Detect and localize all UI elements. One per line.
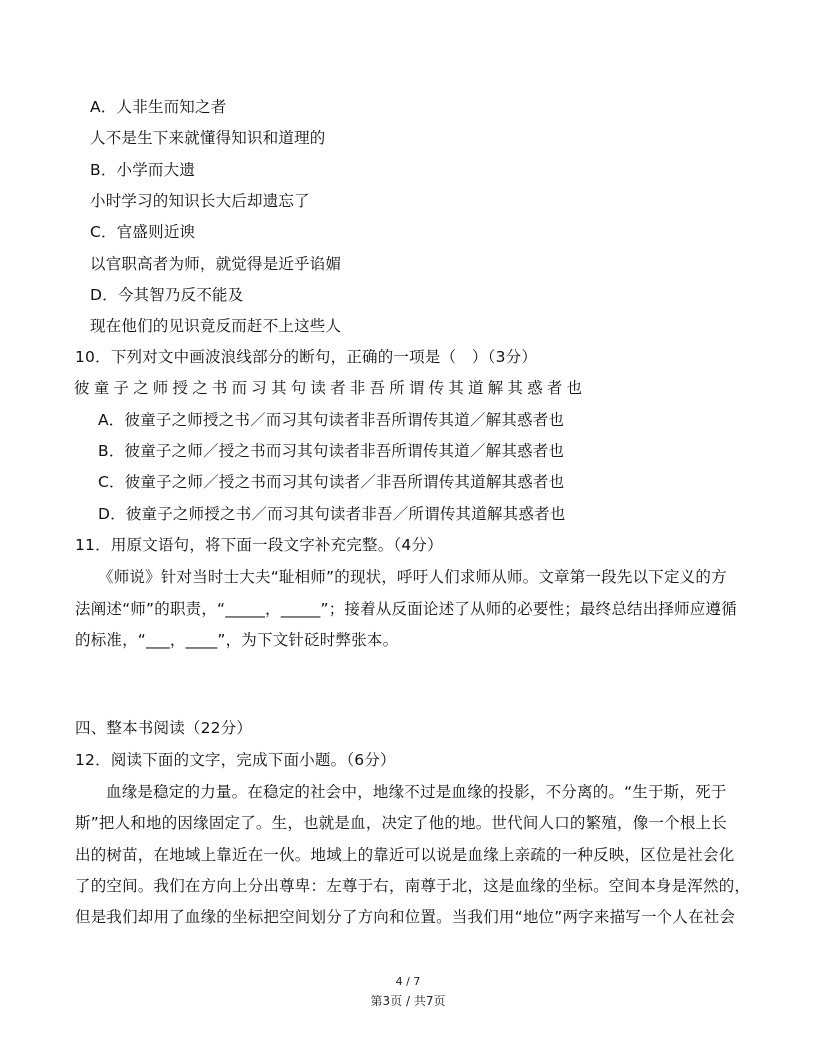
passage-line-1: 血缘是稳定的力量。在稳定的社会中，地缘不过是血缘的投影，不分离的。“生于斯，死于 xyxy=(106,783,727,801)
section-4-title: 四、整本书阅读（22分） xyxy=(75,719,253,737)
passage-line-3: 出的树苗，在地域上靠近在一伙。地域上的靠近可以说是血缘上亲疏的一种反映，区位是社会化 xyxy=(75,846,735,864)
q9-option-c: C．官盛则近谀 xyxy=(90,223,196,241)
q9-option-d: D．今其智乃反不能及 xyxy=(90,286,244,304)
q10-passage: 彼童子之师授之书而习其句读者非吾所谓传其道解其惑者也 xyxy=(74,379,587,397)
q12-stem: 12．阅读下面的文字，完成下面小题。（6分） xyxy=(75,751,396,769)
q9-option-c-explanation: 以官职高者为师，就觉得是近乎谄媚 xyxy=(90,255,342,273)
q10-option-b: B．彼童子之师／授之书而习其句读者非吾所谓传其道／解其惑者也 xyxy=(98,442,565,460)
q10-stem: 10．下列对文中画波浪线部分的断句，正确的一项是（ ）（3分） xyxy=(75,348,538,366)
q9-option-d-explanation: 现在他们的见识竟反而赶不上这些人 xyxy=(90,317,342,335)
q10-option-a: A．彼童子之师授之书／而习其句读者非吾所谓传其道／解其惑者也 xyxy=(98,411,565,429)
q11-line-3: 的标准，“___，____”，为下文针砭时弊张本。 xyxy=(75,631,399,649)
q11-stem: 11．用原文语句，将下面一段文字补充完整。（4分） xyxy=(75,536,443,554)
q9-option-a-explanation: 人不是生下来就懂得知识和道理的 xyxy=(90,129,326,147)
q10-option-c: C．彼童子之师／授之书而习其句读者／非吾所谓传其道解其惑者也 xyxy=(98,473,565,491)
passage-line-2: 斯”把人和地的因缘固定了。生，也就是血，决定了他的地。世代间人口的繁殖，像一个根上长 xyxy=(75,814,727,832)
q9-option-a: A．人非生而知之者 xyxy=(90,98,227,116)
q9-option-b-explanation: 小时学习的知识长大后却遗忘了 xyxy=(90,192,310,210)
document-page-number: 第3页 / 共7页 xyxy=(370,994,446,1008)
passage-line-4: 了的空间。我们在方向上分出尊卑：左尊于右，南尊于北，这是血缘的坐标。空间本身是浑然的， xyxy=(75,877,751,895)
q10-option-d: D．彼童子之师授之书／而习其句读者非吾／所谓传其道解其惑者也 xyxy=(98,505,566,523)
passage-line-5: 但是我们却用了血缘的坐标把空间划分了方向和位置。当我们用“地位”两字来描写一个人在社会 xyxy=(75,908,736,926)
pdf-page-number: 4 / 7 xyxy=(395,975,421,988)
q11-line-1: 《师说》针对当时士大夫“耻相师”的现状，呼吁人们求师从师。文章第一段先以下定义的方 xyxy=(98,568,727,586)
q11-line-2: 法阐述“师”的职责，“_____，_____”；接着从反面论述了从师的必要性；最终总结出择师应遵循 xyxy=(75,600,737,618)
q9-option-b: B．小学而大遗 xyxy=(90,161,196,179)
